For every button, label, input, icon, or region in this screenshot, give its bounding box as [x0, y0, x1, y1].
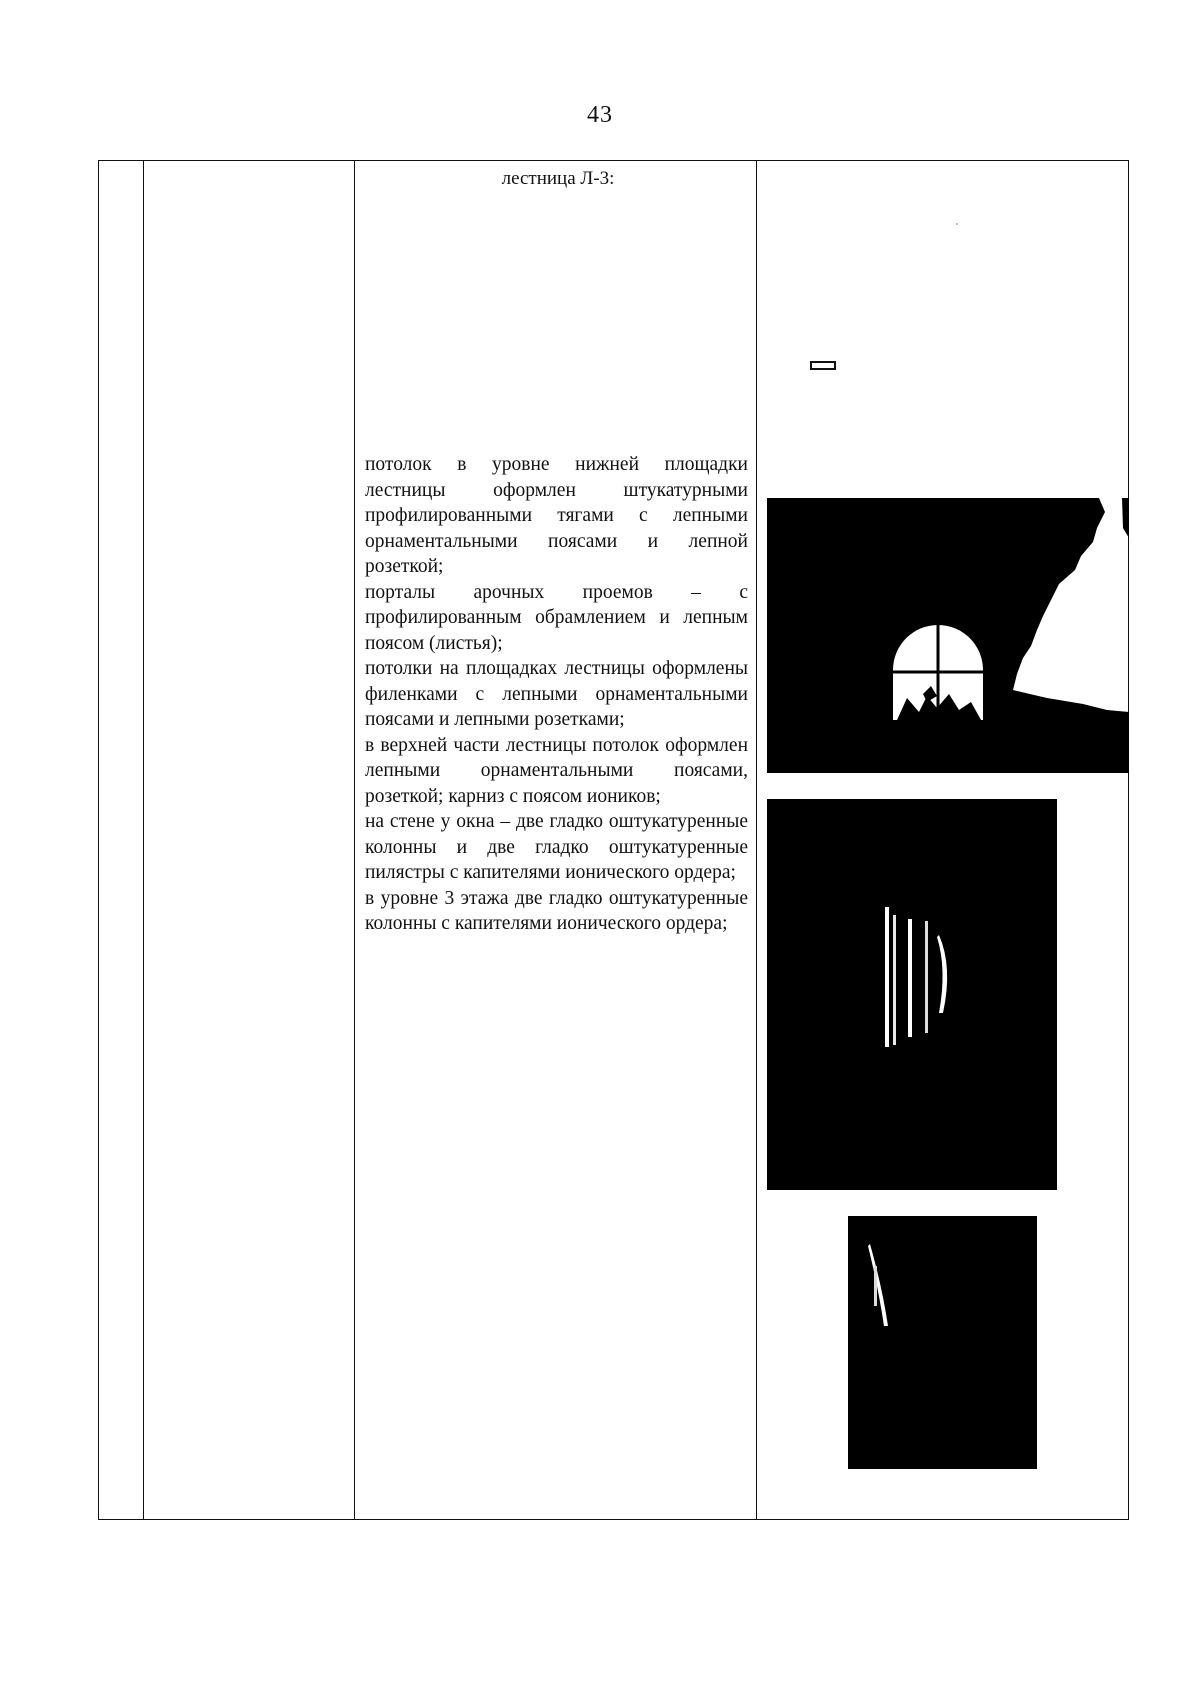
- scan-speck: [956, 223, 958, 225]
- staircase-title: лестница Л-3:: [501, 168, 615, 189]
- figure-marker-icon: [810, 361, 836, 370]
- description-item: потолки на площадках лестницы оформлены филенками с лепными орнаментальными поясами и лепными розетками;: [365, 658, 748, 730]
- description-item: порталы арочных проемов – с профилированным обрамлением и лепным поясом (листья);: [365, 581, 748, 654]
- description-item: в уровне 3 этажа две гладко оштукатуренные колонны с капителями ионического ордера;: [365, 887, 748, 934]
- column-divider-3: [756, 160, 757, 1520]
- page-number: 43: [587, 102, 613, 128]
- description-cell: [365, 452, 748, 937]
- photo-columns-by-window: [767, 799, 1057, 1190]
- photo-column-3rd-floor: [848, 1216, 1037, 1469]
- column-divider-2: [354, 160, 355, 1520]
- column-divider-1: [143, 160, 144, 1520]
- description-item: в верхней части лестницы потолок оформлен лепными орнаментальными поясами, розеткой; карниз с поясом иоников;: [365, 734, 748, 807]
- description-item: потолок в уровне нижней площадки лестницы оформлен штукатурными профилированными тягами с лепными орнаментальными поясами и лепной розеткой;: [365, 454, 748, 577]
- photo-staircase-arch-window: [767, 498, 1129, 773]
- description-item: на стене у окна – две гладко оштукатуренные колонны и две гладко оштукатуренные пилястры с капителями ионического ордера;: [365, 811, 748, 883]
